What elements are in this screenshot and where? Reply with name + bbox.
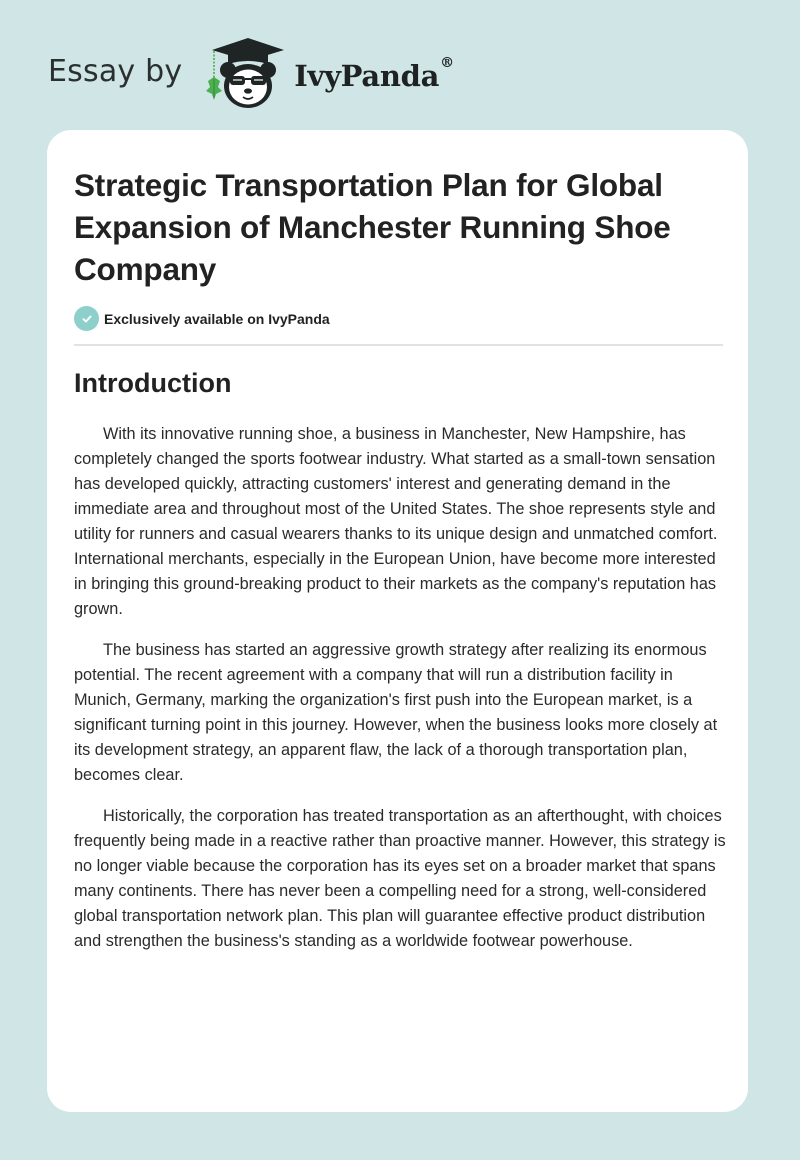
checkmark-icon: [81, 313, 93, 325]
introduction-body: [74, 422, 726, 970]
paragraph: Historically, the corporation has treated transportation as an afterthought, with choices frequently being made in a reactive rather than proactive manner. However, this strategy is no longer viable because the corporation has its eyes set on a broader market that spans many continents. There has never been a compelling need for a strong, well-considered global transportation network plan. This plan will guarantee effective product distribution and strengthen the business's standing as a worldwide footwear powerhouse.: [74, 807, 726, 950]
brand-text: IvyPanda: [294, 59, 440, 93]
essay-title: Strategic Transportation Plan for Global Expansion of Manchester Running Shoe Company: [74, 167, 671, 287]
site-header: [48, 34, 454, 114]
paragraph: With its innovative running shoe, a business in Manchester, New Hampshire, has completely changed the sports footwear industry. What started as a small-town sensation has developed quickly, attracting customers' interest and generating demand in the immediate area and throughout most of the United States. The shoe represents style and utility for runners and casual wearers thanks to its unique design and unmatched comfort. International merchants, especially in the European Union, have become more interested in bringing this ground-breaking product to their markets as the company's reputation has grown.: [74, 425, 718, 618]
registered-mark: ®: [440, 55, 454, 71]
title-divider: [74, 344, 723, 346]
paragraph: The business has started an aggressive growth strategy after realizing its enormous potential. The recent agreement with a company that will run a distribution facility in Munich, Germany, marking the organization's first push into the European market, is a significant turning point in this journey. However, when the business looks more closely at its development strategy, an apparent flaw, the lack of a thorough transportation plan, becomes clear.: [74, 641, 718, 784]
section-heading-introduction: Introduction: [74, 368, 232, 398]
essay-by-label: Essay by: [48, 53, 183, 89]
exclusive-badge: [74, 306, 330, 331]
exclusive-badge-label: Exclusively available on IvyPanda: [104, 310, 330, 327]
panda-graduate-icon[interactable]: [200, 34, 292, 114]
essay-card: [47, 130, 748, 1112]
check-circle-icon: [74, 306, 99, 331]
brand-name[interactable]: [294, 55, 454, 93]
